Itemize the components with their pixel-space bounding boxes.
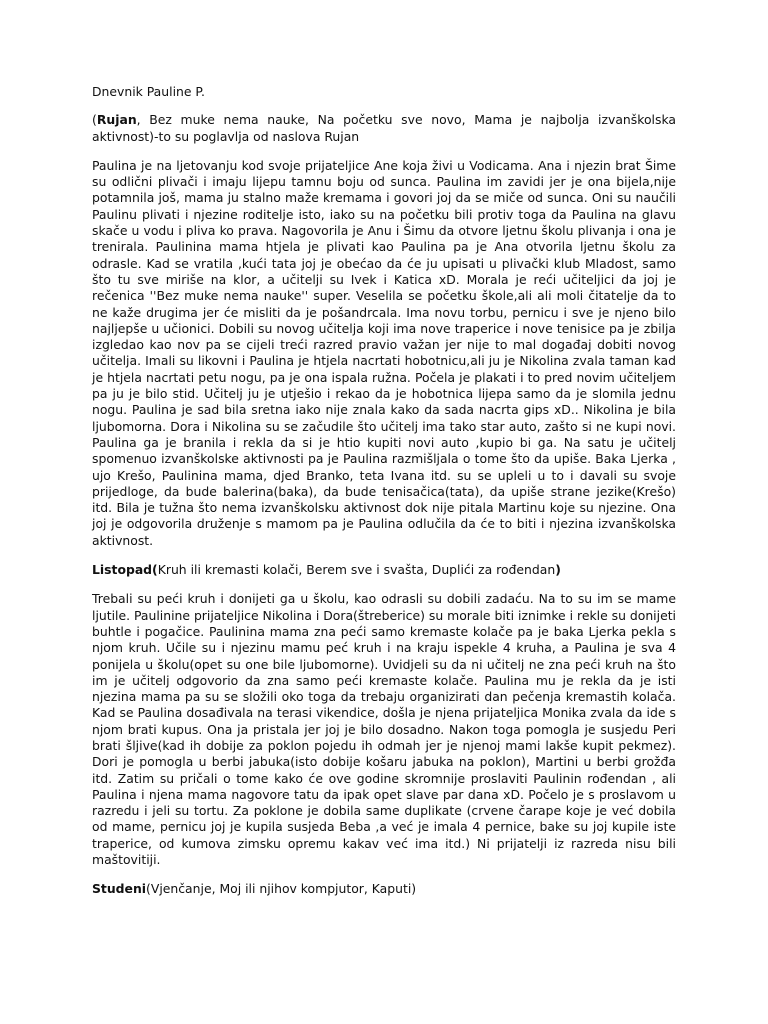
listopad-heading-line bbox=[92, 562, 676, 578]
rujan-paragraph: Paulina je na ljetovanju kod svoje prijateljice Ane koja živi u Vodicama. Ana i njezin brat Šime su odlični plivači i imaju lijepu tamnu boju od sunca. Paulina im zavidi jer je ona bijela,nije potamnila još, mama ju stalno maže kremama i govori joj da se miče od sunca. Oni su naučili Paulinu plivati i njezine roditelje isto, iako su na početku bili protiv toga da Paulina na glavu skače u vodu i pliva ko prava. Nagovorila je Anu i Šimu da otvore ljetnu školu plivanja i ona je trenirala. Paulinina mama htjela je plivati kao Paulina pa je Ana otvorila ljetnu školu za odrasle. Kad se vratila ,kući tata joj je obećao da će ju upisati u plivački klub Mladost, samo što tu sve miriše na klor, a učitelji su Ivek i Katica xD. Morala je reći učiteljici da joj je rečenica ''Bez muke nema nauke'' super. Veselila se početku škole,ali ali moli čitatelje da to ne kaže drugima jer će misliti da je pošandrcala. Ima novu torbu, pernicu i sve je njeno bilo najljepše u učionici. Dobili su novog učitelja koji ima nove traperice i nove tenisice pa je zbilja izgledao kao nov pa se cijeli treći razred pravio važan jer nije to mal događaj dobiti novog učitelja. Imali su likovni i Paulina je htjela nacrtati hobotnicu,ali ju je Nikolina zvala taman kad je htjela nacrtati petu nogu, pa je ona ispala ružna. Počela je plakati i to pred novim učiteljem pa ju je bilo stid. Učitelj ju je utješio i rekao da je hobotnica lijepa samo da je slomila jednu nogu. Paulina je sad bila sretna iako nije znala kako da sada nacrta gips xD.. Nikolina je bila ljubomorna. Dora i Nikolina su se začudile što učitelj ima tako star auto, zašto si ne kupi novi. Paulina ga je branila i rekla da si je htio kupiti novi auto ,kupio bi ga. Na satu je učitelj spomenuo izvanškolske aktivnosti pa je Paulina razmišljala o tome što da upiše. Baka Ljerka , ujo Krešo, Paulinina mama, djed Branko, teta Ivana itd. su se upleli u to i davali su svoje prijedloge, da bude balerina(baka), da bude tenisačica(tata), da upiše strane jezike(Krešo) itd. Bila je tužna što nema izvanškolsku aktivnost dok nije pitala Martinu koje su njezine. Ona joj je odgovorila druženje s mamom pa je Paulina odlučila da će to biti i njezina izvanškolska aktivnost. bbox=[92, 157, 676, 548]
listopad-chapters: Kruh ili kremasti kolači, Berem sve i svašta, Duplići za rođendan bbox=[157, 562, 556, 578]
section-heading-studeni: Studeni bbox=[92, 881, 147, 897]
intro-open-paren: ( bbox=[92, 112, 97, 128]
studeni-heading-line bbox=[92, 881, 676, 897]
document-page bbox=[92, 84, 676, 911]
listopad-close-paren: ) bbox=[555, 562, 561, 578]
section-heading-rujan: Rujan bbox=[96, 112, 137, 128]
section-heading-listopad: Listopad( bbox=[92, 562, 158, 578]
intro-paragraph bbox=[92, 112, 676, 145]
intro-text: , Bez muke nema nauke, Na početku sve novo, Mama je najbolja izvanškolska aktivnost)-to su poglavlja od naslova Rujan bbox=[92, 112, 676, 144]
listopad-paragraph: Trebali su peći kruh i donijeti ga u školu, kao odrasli su dobili zadaću. Na to su im se mame ljutile. Paulinine prijateljice Nikolina i Dora(štreberice) su morale biti iznimke i rekle su donijeti buhtle i pogačice. Paulinina mama zna peći samo kremaste kolače pa je baka Ljerka pekla s njom kruh. Učile su i njezinu mamu peć kruh i na kraju ispekle 4 kruha, a Paulina je sva 4 ponijela u školu(opet su one bile ljubomorne). Uvidjeli su da ni učitelj ne zna peći kruh na što im je učitelj odgovorio da zna samo peći kremaste kolače. Paulina mu je rekla da je isti njezina mama pa su se složili oko toga da trebaju organizirati dan pečenja kremastih kolača. Kad se Paulina dosađivala na terasi vikendice, došla je njena prijateljica Monika zvala da ide s njom brati kupus. Ona ja pristala jer joj je bilo dosadno. Nakon toga pomogla je susjedu Peri brati šljive(kad ih dobije za poklon pojedu ih odmah jer je njenoj mami lakše kupit pekmez). Dori je pomogla u berbi jabuka(isto dobije košaru jabuka na poklon), Martini u berbi grožđa itd. Zatim su pričali o tome kako će ove godine skromnije proslaviti Paulinin rođendan , ali Paulina i njena mama nagovore tatu da ipak opet slave par dana xD. Počelo je s proslavom u razredu i jeli su tortu. Za poklone je dobila same duplikate (crvene čarape koje je već dobila od mame, pernicu joj je kupila susjeda Beba ,a već je imala 4 pernice, bake su joj kupile iste traperice, od kumova zimsku opremu kakav već ima itd.) Ni prijatelji iz razreda nisu bili maštovitiji. bbox=[92, 591, 676, 868]
studeni-chapters: (Vjenčanje, Moj ili njihov kompjutor, Kaputi) bbox=[146, 881, 417, 897]
document-title: Dnevnik Pauline P. bbox=[92, 84, 205, 99]
